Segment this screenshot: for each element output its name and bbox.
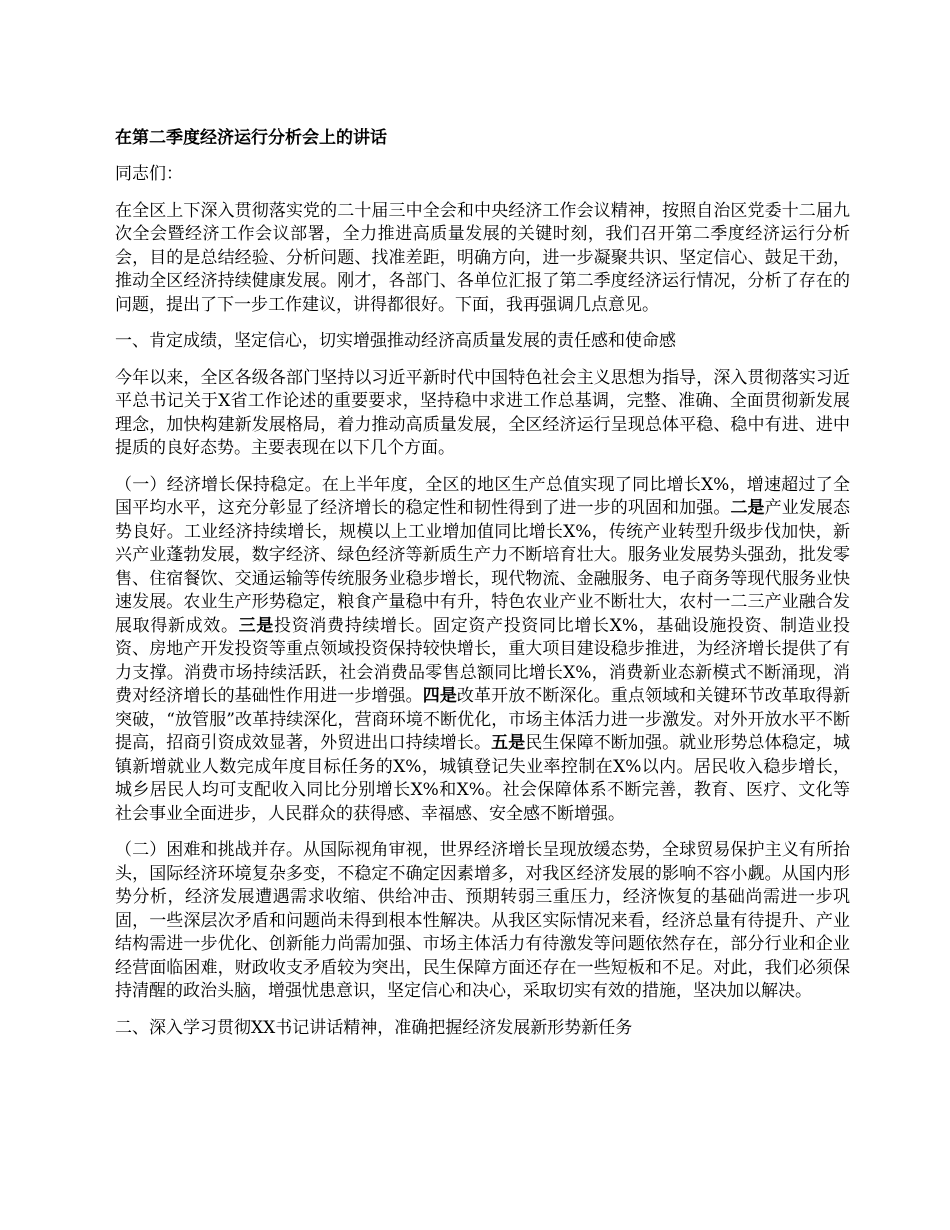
point-5-marker: 五是 xyxy=(491,733,526,753)
section-1-intro-paragraph: 今年以来，全区各级各部门坚持以习近平新时代中国特色社会主义思想为指导，深入贯彻落实习近平总书记关于X省工作论述的重要要求，坚持稳中求进工作总基调，完整、准确、全面贯彻新发展理念，加快构建新发展格局，着力推动高质量发展，全区经济运行呈现总体平稳、稳中有进、进中提质的良好态势。主要表现在以下几个方面。 xyxy=(115,367,850,458)
intro-paragraph: 在全区上下深入贯彻落实党的二十届三中全会和中央经济工作会议精神，按照自治区党委十二届九次全会暨经济工作会议部署，全力推进高质量发展的关键时刻，我们召开第二季度经济运行分析会，目的是总结经验、分析问题、找准差距，明确方向，进一步凝聚共识、坚定信心、鼓足干劲，推动全区经济持续健康发展。刚才，各部门、各单位汇报了第二季度经济运行情况，分析了存在的问题，提出了下一步工作建议，讲得都很好。下面，我再强调几点意见。 xyxy=(115,200,850,315)
point-2-marker: 二是 xyxy=(730,498,765,518)
point-4-marker: 四是 xyxy=(422,686,457,706)
document-title: 在第二季度经济运行分析会上的讲话 xyxy=(115,128,387,148)
salutation: 同志们： xyxy=(115,164,183,184)
achievement-livelihood-text: 民生保障不断加强。就业形势总体稳定，城镇新增就业人数完成年度目标任务的X%，城镇登记失业率控制在X%以内。居民收入稳步增长，城乡居民人均可支配收入同比分别增长X%和X%。社会保障体系不断完善，教育、医疗、文化等社会事业全面进步，人民群众的获得感、幸福感、安全感不断增强。 xyxy=(115,733,851,824)
achievements-paragraph xyxy=(115,474,850,827)
section-1-heading: 一、肯定成绩，坚定信心，切实增强推动经济高质量发展的责任感和使命感 xyxy=(115,331,676,351)
achievement-industry-text: 产业发展态势良好。工业经济持续增长，规模以上工业增加值同比增长X%，传统产业转型升级步伐加快，新兴产业蓬勃发展，数字经济、绿色经济等新质生产力不断培育壮大。服务业发展势头强劲，批发零售、住宿餐饮、交通运输等传统服务业稳步增长，现代物流、金融服务、电子商务等现代服务业快速发展。农业生产形势稳定，粮食产量稳中有升，特色农业产业不断壮大，农村一二三产业融合发展取得新成效。 xyxy=(115,498,851,636)
challenges-paragraph: （二）困难和挑战并存。从国际视角审视，世界经济增长呈现放缓态势，全球贸易保护主义有所抬头，国际经济环境复杂多变，不稳定不确定因素增多，对我区经济发展的影响不容小觑。从国内形势分析，经济发展遭遇需求收缩、供给冲击、预期转弱三重压力，经济恢复的基础尚需进一步巩固，一些深层次矛盾和问题尚未得到根本性解决。从我区实际情况来看，经济总量有待提升、产业结构需进一步优化、创新能力尚需加强、市场主体活力有待激发等问题依然存在，部分行业和企业经营面临困难，财政收支矛盾较为突出，民生保障方面还存在一些短板和不足。对此，我们必须保持清醒的政治头脑，增强忧患意识，坚定信心和决心，采取切实有效的措施，坚决加以解决。 xyxy=(115,840,850,1001)
point-3-marker: 三是 xyxy=(238,615,275,636)
section-2-heading: 二、深入学习贯彻XX书记讲话精神，准确把握经济发展新形势新任务 xyxy=(115,1017,633,1038)
achievement-reform-text: 改革开放不断深化。重点领域和关键环节改革取得新突破，“放管服”改革持续深化，营商环境不断优化，市场主体活力进一步激发。对外开放水平不断提高，招商引资成效显著，外贸进出口持续增长。 xyxy=(115,686,851,753)
achievement-growth-text: （一）经济增长保持稳定。在上半年度，全区的地区生产总值实现了同比增长X%，增速超过了全国平均水平，这充分彰显了经济增长的稳定性和韧性得到了进一步的巩固和加强。 xyxy=(115,474,850,518)
document-page xyxy=(115,126,850,1053)
achievement-investment-text: 投资消费持续增长。固定资产投资同比增长X%，基础设施投资、制造业投资、房地产开发投资等重点领域投资保持较快增长，重大项目建设稳步推进，为经济增长提供了有力支撑。消费市场持续活跃，社会消费品零售总额同比增长X%，消费新业态新模式不断涌现，消费对经济增长的基础性作用进一步增强。 xyxy=(115,615,851,706)
